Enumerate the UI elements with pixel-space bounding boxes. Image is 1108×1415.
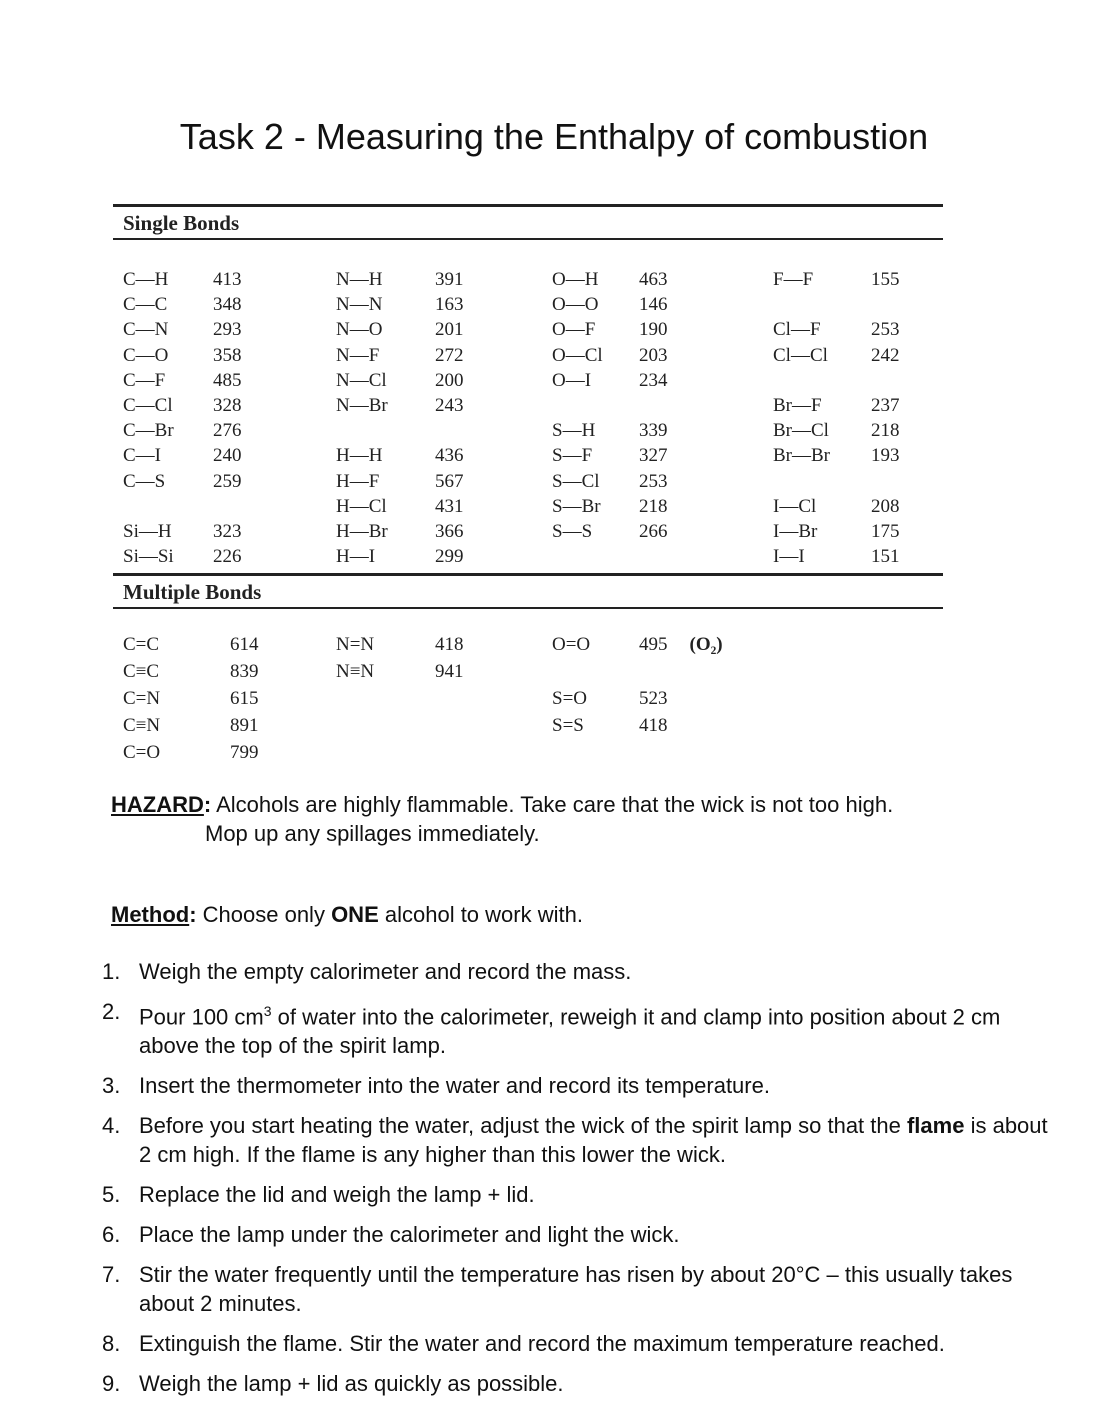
- bond-enthalpy: 523: [639, 688, 668, 710]
- bond-name: C=O: [123, 742, 161, 764]
- bond-name: Br—Br: [773, 445, 830, 467]
- method-step: [102, 1071, 1062, 1100]
- step-text-part: Weigh the empty calorimeter and record the mass.: [139, 959, 632, 984]
- bond-enthalpy: 431: [435, 495, 464, 517]
- bond-name: C—Br: [123, 420, 174, 442]
- bond-row: [773, 445, 943, 470]
- bond-name: [552, 661, 639, 688]
- bond-row: [113, 496, 336, 521]
- single-bonds-grid: [113, 240, 943, 571]
- bond-name: H—F: [336, 470, 380, 492]
- step-number: 4.: [102, 1113, 121, 1139]
- multiple-bonds-column: [552, 634, 773, 769]
- step-text: [139, 997, 1062, 1060]
- step-number: 2.: [102, 999, 121, 1024]
- method-step: [102, 1180, 1062, 1209]
- bond-enthalpy: 418: [639, 715, 668, 737]
- step-text-part: Place the lamp under the calorimeter and light the wick.: [139, 1222, 680, 1248]
- bond-enthalpy: 485: [213, 369, 242, 391]
- step-text-part: Before you start heating the water, adjust the wick of the spirit lamp so that the: [139, 1113, 907, 1139]
- bond-enthalpy: 163: [435, 294, 464, 316]
- bond-name: N—Cl: [336, 369, 387, 391]
- bond-enthalpy: 240: [213, 445, 242, 467]
- single-bonds-heading: Single Bonds: [123, 211, 240, 235]
- bond-row: [552, 370, 773, 395]
- bond-enthalpy: 293: [213, 319, 242, 341]
- bond-row: [336, 546, 552, 571]
- method-step: [102, 1111, 1062, 1169]
- method-body: Choose only: [196, 902, 332, 927]
- bond-row: [113, 294, 336, 319]
- method-intro: [111, 902, 583, 928]
- bond-name: S=S: [552, 715, 584, 737]
- bond-enthalpy: 218: [639, 495, 668, 517]
- bond-name: Br—Cl: [773, 420, 829, 442]
- step-text-part: Stir the water frequently until the temperature has risen by about 20°C – this usually takes about 2 minutes.: [139, 1262, 1013, 1317]
- bond-enthalpy: 567: [435, 470, 464, 492]
- bond-name: C≡C: [123, 661, 160, 683]
- single-bonds-column: [552, 269, 773, 571]
- bond-row: [552, 661, 773, 688]
- bond-enthalpy: 253: [871, 319, 900, 341]
- bond-row: [336, 269, 552, 294]
- bond-name: S—H: [552, 420, 596, 442]
- step-text-part: 3: [263, 1003, 272, 1019]
- step-text: [139, 1071, 1062, 1100]
- method-step: [102, 1220, 1062, 1249]
- bond-row: [552, 688, 773, 715]
- bond-row: [773, 319, 943, 344]
- bond-row: [773, 496, 943, 521]
- bond-row: [773, 294, 943, 319]
- bond-row: [773, 269, 943, 294]
- bond-name: C—H: [123, 269, 169, 290]
- bond-row: [552, 546, 773, 571]
- bond-enthalpy-table: [113, 204, 943, 769]
- bond-enthalpy: 237: [871, 394, 900, 416]
- step-text: [139, 1180, 1062, 1209]
- bond-row: [552, 471, 773, 496]
- multiple-bonds-heading: Multiple Bonds: [123, 580, 262, 605]
- bond-row: [552, 445, 773, 470]
- hazard-label: HAZARD: [111, 792, 204, 817]
- bond-row: [113, 661, 336, 688]
- bond-name: C≡N: [123, 715, 161, 737]
- bond-row: [336, 420, 552, 445]
- bond-enthalpy: 276: [213, 420, 242, 442]
- method-steps: [102, 957, 1062, 1409]
- bond-enthalpy: 327: [639, 445, 668, 467]
- step-number: 5.: [102, 1182, 121, 1208]
- bond-name: [336, 420, 435, 445]
- bond-enthalpy: 799: [230, 742, 259, 764]
- bond-row: [552, 294, 773, 319]
- bond-name: Br—F: [773, 394, 822, 416]
- step-text: [139, 1329, 1062, 1358]
- bond-enthalpy: 234: [639, 369, 668, 391]
- hazard-body: Alcohols are highly flammable. Take care that the wick is not too high.: [211, 792, 894, 817]
- bond-name: O—Cl: [552, 344, 603, 366]
- bond-row: [113, 546, 336, 571]
- step-text-part: of water into the calorimeter, reweigh it and clamp into position about 2 cm above the top of the spirit lamp.: [139, 1004, 1001, 1059]
- bond-enthalpy: 366: [435, 520, 464, 542]
- bond-name: [773, 294, 871, 319]
- bond-enthalpy: 151: [871, 546, 900, 568]
- bond-name: S=O: [552, 688, 588, 710]
- bond-enthalpy: 193: [871, 445, 900, 467]
- bond-row: [113, 634, 336, 661]
- bond-row: [552, 395, 773, 420]
- step-text-part: flame: [906, 1113, 965, 1139]
- bond-name: C—Cl: [123, 394, 173, 416]
- bond-enthalpy: 941: [435, 661, 464, 683]
- bond-enthalpy: 358: [213, 344, 242, 366]
- bond-enthalpy: 418: [435, 634, 464, 656]
- method-text: [189, 902, 331, 927]
- step-text-part: Pour 100 cm: [139, 1004, 264, 1030]
- bond-enthalpy: 891: [230, 715, 259, 737]
- method-step: [102, 1369, 1062, 1398]
- method-step: [102, 1329, 1062, 1358]
- multiple-bonds-grid: [113, 609, 943, 769]
- bond-row: [336, 521, 552, 546]
- bond-name: C—C: [123, 294, 168, 316]
- bond-name: N≡N: [336, 661, 375, 683]
- bond-name: O—I: [552, 369, 592, 391]
- bond-name: N—Br: [336, 394, 388, 416]
- bond-name: N—N: [336, 294, 383, 316]
- bond-name: S—F: [552, 445, 593, 467]
- bond-row: [773, 420, 943, 445]
- bond-row: [552, 496, 773, 521]
- bond-enthalpy: 436: [435, 445, 464, 467]
- bond-row: [113, 395, 336, 420]
- method-label: Method: [111, 902, 190, 927]
- method-emphasis: ONE: [331, 902, 379, 927]
- bond-row: [552, 345, 773, 370]
- bond-row: [336, 471, 552, 496]
- bond-row: [113, 345, 336, 370]
- bond-enthalpy: 266: [639, 520, 668, 542]
- single-bonds-column: [773, 269, 943, 571]
- bond-enthalpy: 253: [639, 470, 668, 492]
- bond-name: [773, 370, 871, 395]
- bond-enthalpy: 272: [435, 344, 464, 366]
- bond-name: C=N: [123, 688, 161, 710]
- bond-enthalpy: 391: [435, 269, 464, 290]
- hazard-colon: :: [203, 792, 212, 817]
- step-number: 8.: [102, 1331, 121, 1357]
- bond-name: C—N: [123, 319, 169, 341]
- bond-row: [773, 370, 943, 395]
- bond-name: [552, 395, 639, 420]
- bond-row: [552, 634, 773, 661]
- method-text: alcohol to work with.: [378, 902, 583, 927]
- bond-name: Si—Si: [123, 546, 174, 568]
- bond-row: [113, 688, 336, 715]
- bond-row: [113, 319, 336, 344]
- bond-enthalpy: 146: [639, 294, 668, 316]
- page-title: Task 2 - Measuring the Enthalpy of combustion: [179, 116, 929, 157]
- bond-name: C—O: [123, 344, 169, 366]
- bond-enthalpy: 190: [639, 319, 668, 341]
- bond-enthalpy: 200: [435, 369, 464, 391]
- bond-name: N—F: [336, 344, 380, 366]
- step-number: 7.: [102, 1262, 121, 1288]
- method-step: [102, 997, 1062, 1060]
- bond-row: [336, 496, 552, 521]
- bond-row: [336, 445, 552, 470]
- bond-enthalpy: 299: [435, 546, 464, 568]
- bond-name: S—Br: [552, 495, 601, 517]
- step-number: 1.: [102, 959, 121, 984]
- bond-name: O—O: [552, 294, 599, 316]
- bond-enthalpy: 155: [871, 269, 900, 290]
- bond-name: F—F: [773, 269, 814, 290]
- step-text: [139, 1369, 1062, 1398]
- bond-name: H—Br: [336, 520, 388, 542]
- bond-enthalpy: 208: [871, 495, 900, 517]
- bond-name: Cl—Cl: [773, 344, 828, 366]
- multiple-bonds-column: [336, 634, 552, 769]
- bond-enthalpy: 495: [639, 634, 668, 656]
- bond-name: S—Cl: [552, 470, 600, 492]
- method-colon: :: [189, 902, 197, 927]
- bond-row: [336, 345, 552, 370]
- bond-enthalpy: 175: [871, 520, 900, 542]
- bond-name: I—Br: [773, 520, 818, 542]
- bond-row: [552, 269, 773, 294]
- single-bonds-column: [113, 269, 336, 571]
- bond-name: O—F: [552, 319, 596, 341]
- bond-enthalpy: 323: [213, 520, 242, 542]
- bond-enthalpy: 614: [230, 634, 259, 656]
- step-text: [139, 1111, 1062, 1169]
- bond-name: N=N: [336, 634, 375, 656]
- bond-row: [113, 269, 336, 294]
- hazard-text: [204, 792, 893, 817]
- bond-enthalpy: 328: [213, 394, 242, 416]
- bond-name: O=O: [552, 634, 591, 656]
- bond-enthalpy: 259: [213, 470, 242, 492]
- bond-row: [113, 742, 336, 769]
- step-text-part: Insert the thermometer into the water and record its temperature.: [139, 1073, 770, 1099]
- bond-enthalpy: 243: [435, 394, 464, 416]
- bond-enthalpy: 203: [639, 344, 668, 366]
- bond-name: C—S: [123, 470, 166, 492]
- bond-enthalpy: 226: [213, 546, 242, 568]
- bond-name: [113, 496, 213, 521]
- bond-name: O—H: [552, 269, 599, 290]
- bond-row: [552, 319, 773, 344]
- hazard-note: [111, 790, 893, 848]
- bond-enthalpy: 339: [639, 420, 668, 442]
- bond-enthalpy: 463: [639, 269, 668, 290]
- bond-row: [336, 634, 552, 661]
- bond-row: [552, 420, 773, 445]
- step-number: 9.: [102, 1371, 121, 1397]
- bond-name: Cl—F: [773, 319, 821, 341]
- bond-row: [113, 445, 336, 470]
- step-text-part: is about 2 cm high. If the flame is any higher than this lower the wick.: [139, 1113, 1048, 1168]
- bond-row: [336, 395, 552, 420]
- bond-name: Si—H: [123, 520, 172, 542]
- bond-note: (O₂): [689, 634, 723, 656]
- bond-row: [113, 420, 336, 445]
- bond-row: [773, 345, 943, 370]
- step-text-part: Extinguish the flame. Stir the water and record the maximum temperature reached.: [139, 1331, 945, 1357]
- bond-row: [336, 294, 552, 319]
- bond-row: [773, 521, 943, 546]
- bond-row: [113, 370, 336, 395]
- bond-enthalpy: 348: [213, 294, 242, 316]
- bond-name: H—Cl: [336, 495, 387, 517]
- bond-name: H—H: [336, 445, 383, 467]
- bond-name: H—I: [336, 546, 376, 568]
- step-text: [139, 957, 1062, 986]
- bond-row: [113, 715, 336, 742]
- bond-row: [336, 319, 552, 344]
- bond-row: [773, 546, 943, 571]
- bond-name: [773, 471, 871, 496]
- bond-name: N—H: [336, 269, 383, 290]
- step-text: [139, 1260, 1062, 1318]
- bond-row: [113, 521, 336, 546]
- bond-name: N—O: [336, 319, 383, 341]
- bond-row: [552, 715, 773, 742]
- bond-enthalpy: 201: [435, 319, 464, 341]
- multiple-bonds-column: [113, 634, 336, 769]
- step-text-part: Weigh the lamp + lid as quickly as possible.: [139, 1371, 564, 1397]
- step-text: [139, 1220, 1062, 1249]
- bond-name: I—I: [773, 546, 805, 568]
- step-text-part: Replace the lid and weigh the lamp + lid.: [139, 1182, 535, 1208]
- bond-row: [336, 661, 552, 688]
- bond-name: C—I: [123, 445, 161, 467]
- bond-row: [113, 471, 336, 496]
- hazard-text-line2: Mop up any spillages immediately.: [205, 821, 540, 846]
- step-number: 6.: [102, 1222, 121, 1248]
- bond-enthalpy: 615: [230, 688, 259, 710]
- bond-enthalpy: 413: [213, 269, 242, 290]
- bond-enthalpy: 242: [871, 344, 900, 366]
- single-bonds-column: [336, 269, 552, 571]
- bond-name: S—S: [552, 520, 593, 542]
- bond-name: C=C: [123, 634, 160, 656]
- bond-enthalpy: 839: [230, 661, 259, 683]
- bond-name: [552, 546, 639, 571]
- method-step: [102, 957, 1062, 986]
- bond-name: C—F: [123, 369, 166, 391]
- bond-row: [336, 370, 552, 395]
- step-number: 3.: [102, 1073, 121, 1099]
- bond-row: [773, 395, 943, 420]
- bond-enthalpy: 218: [871, 420, 900, 442]
- bond-name: I—Cl: [773, 495, 817, 517]
- bond-row: [552, 521, 773, 546]
- method-step: [102, 1260, 1062, 1318]
- bond-row: [773, 471, 943, 496]
